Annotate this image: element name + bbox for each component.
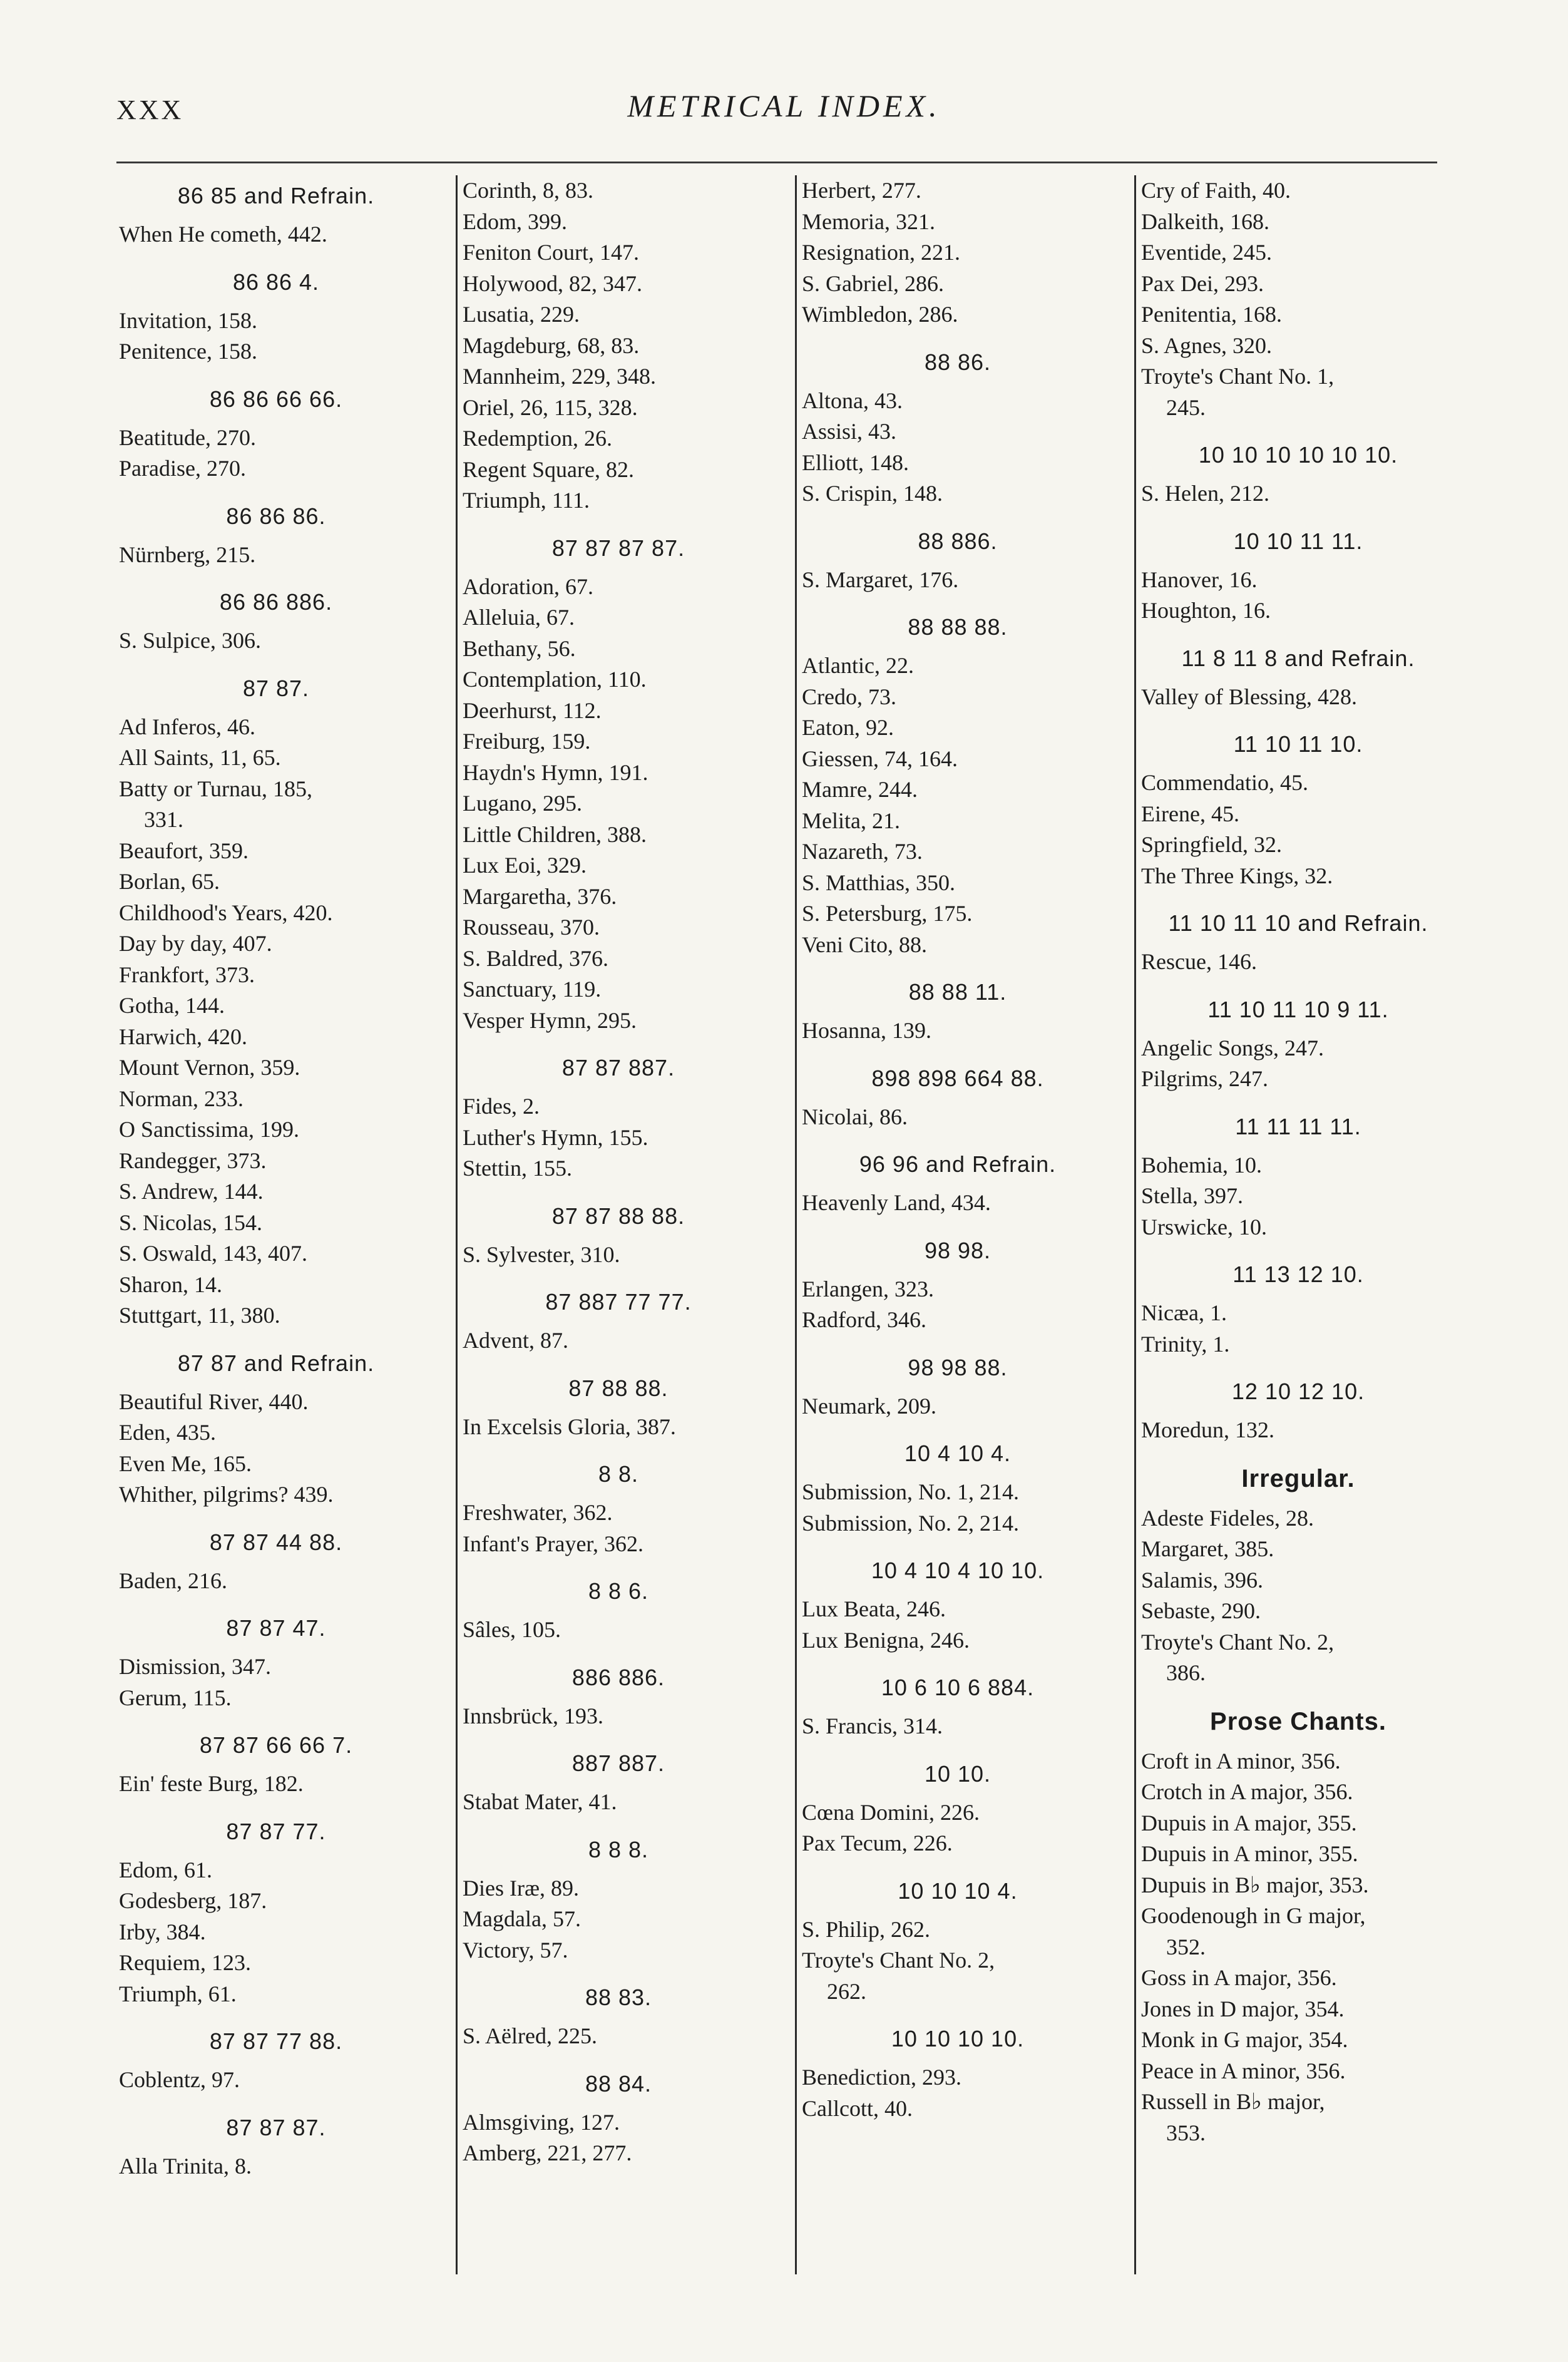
tune-entry: Paradise, 270. — [119, 456, 246, 481]
tune-entry: 331. — [144, 807, 183, 832]
tune-entry: When He cometh, 442. — [119, 222, 327, 247]
meter-heading: 887 887. — [571, 1750, 665, 1776]
meter-heading: 88 886. — [918, 528, 998, 554]
tune-entry: Margaretha, 376. — [463, 883, 617, 909]
tune-entry: Nicolai, 86. — [802, 1104, 908, 1129]
page-header — [0, 0, 1568, 150]
tune-entry: Childhood's Years, 420. — [119, 900, 333, 925]
tune-entry: Altona, 43. — [802, 388, 903, 413]
tune-entry: Submission, No. 1, 214. — [802, 1479, 1020, 1504]
tune-entry: Beautiful River, 440. — [119, 1389, 309, 1414]
tune-entry: Beatitude, 270. — [119, 424, 256, 450]
tune-entry: Almsgiving, 127. — [463, 2109, 620, 2135]
meter-heading: 11 8 11 8 and Refrain. — [1181, 645, 1415, 671]
tune-entry: Crotch in A major, 356. — [1141, 1779, 1353, 1804]
tune-entry: Nicæa, 1. — [1141, 1300, 1227, 1325]
tune-entry: Cry of Faith, 40. — [1141, 178, 1291, 203]
tune-entry: Goodenough in G major, — [1141, 1903, 1366, 1928]
tune-entry: Nürnberg, 215. — [119, 542, 256, 567]
tune-entry: Neumark, 209. — [802, 1393, 936, 1419]
meter-heading: 11 13 12 10. — [1232, 1261, 1364, 1287]
page-number: XXX — [116, 95, 184, 125]
meter-heading: 11 11 11 11. — [1235, 1113, 1361, 1139]
tune-entry: Valley of Blessing, 428. — [1141, 684, 1357, 709]
tune-entry: Triumph, 111. — [463, 488, 590, 513]
meter-heading: 886 886. — [571, 1664, 665, 1690]
header-rule — [116, 162, 1437, 163]
tune-entry: Requiem, 123. — [119, 1950, 251, 1975]
tune-entry: Cœna Domini, 226. — [802, 1799, 980, 1825]
meter-heading: 96 96 and Refrain. — [859, 1151, 1057, 1177]
tune-entry: Lugano, 295. — [463, 791, 582, 816]
tune-entry: 245. — [1166, 394, 1206, 420]
meter-heading: 8 8 8. — [588, 1836, 649, 1862]
meter-heading: 8 8. — [598, 1461, 639, 1487]
tune-entry: Sebaste, 290. — [1141, 1598, 1261, 1623]
meter-heading: Irregular. — [1241, 1464, 1355, 1492]
tune-entry: Goss in A major, 356. — [1141, 1965, 1337, 1990]
tune-entry: Jones in D major, 354. — [1141, 1996, 1345, 2021]
tune-entry: Vesper Hymn, 295. — [463, 1007, 637, 1033]
tune-entry: S. Sulpice, 306. — [119, 628, 262, 653]
tune-entry: Magdala, 57. — [463, 1906, 581, 1931]
tune-entry: Pilgrims, 247. — [1141, 1066, 1269, 1091]
tune-entry: Springfield, 32. — [1141, 832, 1282, 857]
tune-entry: Wimbledon, 286. — [802, 302, 958, 327]
tune-entry: Elliott, 148. — [802, 449, 909, 475]
tune-entry: Callcott, 40. — [802, 2095, 913, 2121]
tune-entry: O Sanctissima, 199. — [119, 1117, 299, 1142]
tune-entry: Sharon, 14. — [119, 1271, 222, 1297]
tune-entry: Dismission, 347. — [119, 1654, 272, 1679]
tune-entry: S. Agnes, 320. — [1141, 332, 1273, 358]
tune-entry: Sâles, 105. — [463, 1617, 561, 1642]
tune-entry: 262. — [827, 1978, 866, 2004]
tune-entry: Pax Tecum, 226. — [802, 1831, 953, 1856]
tune-entry: Coblentz, 97. — [119, 2067, 240, 2092]
meter-heading: 86 86 4. — [232, 269, 320, 295]
tune-entry: Eden, 435. — [119, 1420, 216, 1445]
tune-entry: S. Oswald, 143, 407. — [119, 1241, 308, 1266]
tune-entry: Adeste Fideles, 28. — [1141, 1505, 1314, 1531]
tune-entry: Adoration, 67. — [463, 573, 593, 599]
tune-entry: Atlantic, 22. — [802, 653, 914, 678]
tune-entry: S. Petersburg, 175. — [802, 901, 973, 926]
tune-entry: Troyte's Chant No. 2, — [1141, 1629, 1335, 1655]
tune-entry: Commendatio, 45. — [1141, 770, 1308, 795]
tune-entry: Mannheim, 229, 348. — [463, 364, 656, 389]
tune-entry: Penitence, 158. — [119, 339, 257, 364]
meter-heading: 898 898 664 88. — [871, 1065, 1044, 1091]
meter-heading: 87 87 and Refrain. — [177, 1350, 375, 1376]
tune-entry: Eventide, 245. — [1141, 240, 1272, 265]
index-column-4 — [1134, 175, 1455, 2274]
tune-entry: Deerhurst, 112. — [463, 697, 602, 723]
meter-heading: 87 87 44 88. — [209, 1529, 343, 1555]
tune-entry: Lux Benigna, 246. — [802, 1627, 970, 1653]
meter-heading: 87 87 77 88. — [209, 2028, 343, 2054]
tune-entry: Invitation, 158. — [119, 307, 257, 333]
meter-heading: 87 87 47. — [226, 1615, 326, 1641]
tune-entry: Edom, 61. — [119, 1857, 212, 1882]
tune-entry: Ein' feste Burg, 182. — [119, 1771, 304, 1796]
tune-entry: Alla Trinita, 8. — [119, 2153, 252, 2179]
tune-entry: Peace in A minor, 356. — [1141, 2058, 1346, 2083]
tune-entry: Resignation, 221. — [802, 240, 960, 265]
tune-entry: Lusatia, 229. — [463, 302, 580, 327]
meter-heading: Prose Chants. — [1210, 1707, 1386, 1735]
tune-entry: Harwich, 420. — [119, 1024, 247, 1049]
meter-heading: 87 87 66 66 7. — [199, 1732, 353, 1758]
tune-entry: Hanover, 16. — [1141, 567, 1258, 592]
tune-entry: Even Me, 165. — [119, 1451, 252, 1476]
tune-entry: Lux Beata, 246. — [802, 1596, 946, 1621]
meter-heading: 86 86 86. — [226, 503, 326, 529]
tune-entry: Little Children, 388. — [463, 821, 647, 847]
meter-heading: 87 87 77. — [226, 1818, 326, 1844]
tune-entry: Dupuis in A major, 355. — [1141, 1810, 1357, 1836]
meter-heading: 10 10. — [924, 1760, 992, 1787]
index-column-3 — [795, 175, 1114, 2274]
tune-entry: Bethany, 56. — [463, 635, 576, 661]
tune-entry: Innsbrück, 193. — [463, 1703, 603, 1728]
tune-entry: Penitentia, 168. — [1141, 302, 1282, 327]
tune-entry: Melita, 21. — [802, 808, 900, 833]
tune-entry: Corinth, 8, 83. — [463, 178, 594, 203]
tune-entry: Alleluia, 67. — [463, 605, 575, 630]
tune-entry: Angelic Songs, 247. — [1141, 1035, 1324, 1060]
tune-entry: Memoria, 321. — [802, 208, 935, 234]
tune-entry: Stuttgart, 11, 380. — [119, 1303, 280, 1328]
meter-heading: 98 98. — [924, 1237, 992, 1263]
tune-entry: Victory, 57. — [463, 1937, 568, 1963]
meter-heading: 10 10 10 10. — [891, 2026, 1025, 2051]
tune-entry: S. Aëlred, 225. — [463, 2023, 597, 2048]
tune-entry: Salamis, 396. — [1141, 1567, 1263, 1593]
tune-entry: Bohemia, 10. — [1141, 1152, 1262, 1178]
tune-entry: Mamre, 244. — [802, 777, 918, 802]
meter-heading: 10 10 10 10 10 10. — [1198, 442, 1398, 468]
tune-entry: Nazareth, 73. — [802, 839, 923, 864]
tune-entry: Assisi, 43. — [802, 419, 897, 444]
tune-entry: Edom, 399. — [463, 208, 567, 234]
tune-entry: Day by day, 407. — [119, 931, 272, 956]
tune-entry: Dies Iræ, 89. — [463, 1875, 579, 1901]
tune-entry: Sanctuary, 119. — [463, 977, 602, 1002]
meter-heading: 86 86 886. — [219, 589, 333, 615]
meter-heading: 10 4 10 4 10 10. — [871, 1558, 1045, 1583]
tune-entry: Norman, 233. — [119, 1086, 243, 1111]
tune-entry: Randegger, 373. — [119, 1148, 267, 1173]
page-title: METRICAL INDEX. — [627, 88, 941, 123]
tune-entry: Giessen, 74, 164. — [802, 746, 958, 771]
tune-entry: S. Francis, 314. — [802, 1713, 943, 1738]
tune-entry: 386. — [1166, 1660, 1206, 1685]
tune-entry: S. Margaret, 176. — [802, 567, 959, 592]
tune-entry: Frankfort, 373. — [119, 962, 255, 987]
tune-entry: Radford, 346. — [802, 1307, 926, 1332]
meter-heading: 87 87 87. — [226, 2114, 326, 2140]
meter-heading: 10 10 10 4. — [898, 1877, 1018, 1904]
tune-entry: Haydn's Hymn, 191. — [463, 759, 648, 785]
tune-entry: Troyte's Chant No. 1, — [1141, 364, 1335, 389]
tune-entry: Submission, No. 2, 214. — [802, 1510, 1020, 1536]
tune-entry: Urswicke, 10. — [1141, 1214, 1267, 1240]
meter-heading: 98 98 88. — [908, 1354, 1008, 1380]
tune-entry: S. Matthias, 350. — [802, 870, 956, 895]
tune-entry: Freiburg, 159. — [463, 729, 591, 754]
tune-entry: Oriel, 26, 115, 328. — [463, 394, 638, 420]
index-column-2 — [456, 175, 774, 2274]
tune-entry: Erlangen, 323. — [802, 1276, 934, 1302]
tune-entry: S. Andrew, 144. — [119, 1179, 264, 1204]
tune-entry: Stella, 397. — [1141, 1183, 1243, 1208]
tune-entry: Eirene, 45. — [1141, 801, 1239, 826]
tune-entry: Holywood, 82, 347. — [463, 270, 642, 296]
tune-entry: Fides, 2. — [463, 1094, 540, 1119]
meter-heading: 87 87. — [242, 675, 310, 701]
tune-entry: Batty or Turnau, 185, — [119, 776, 313, 801]
tune-entry: In Excelsis Gloria, 387. — [463, 1414, 676, 1439]
tune-entry: Stabat Mater, 41. — [463, 1789, 617, 1814]
tune-entry: Gotha, 144. — [119, 993, 225, 1018]
tune-entry: Dupuis in B♭ major, 353. — [1141, 1872, 1369, 1897]
tune-entry: Stettin, 155. — [463, 1156, 573, 1181]
tune-entry: Eaton, 92. — [802, 715, 894, 740]
tune-entry: Monk in G major, 354. — [1141, 2027, 1348, 2052]
tune-entry: Baden, 216. — [119, 1568, 227, 1593]
tune-entry: S. Philip, 262. — [802, 1916, 931, 1942]
tune-entry: Credo, 73. — [802, 684, 896, 709]
tune-entry: Feniton Court, 147. — [463, 240, 640, 265]
tune-entry: Borlan, 65. — [119, 869, 220, 894]
tune-entry: Troyte's Chant No. 2, — [802, 1948, 995, 1973]
tune-entry: Amberg, 221, 277. — [463, 2140, 632, 2165]
tune-entry: 353. — [1166, 2120, 1206, 2145]
tune-entry: Irby, 384. — [119, 1919, 206, 1944]
meter-heading: 86 86 66 66. — [209, 386, 343, 412]
meter-heading: 88 88 88. — [908, 614, 1008, 640]
tune-entry: S. Nicolas, 154. — [119, 1209, 262, 1235]
tune-entry: Rousseau, 370. — [463, 915, 600, 940]
tune-entry: Ad Inferos, 46. — [119, 714, 255, 739]
tune-entry: Luther's Hymn, 155. — [463, 1124, 648, 1150]
tune-entry: Godesberg, 187. — [119, 1888, 267, 1913]
tune-entry: S. Crispin, 148. — [802, 481, 943, 506]
meter-heading: 12 10 12 10. — [1231, 1379, 1365, 1404]
tune-entry: Mount Vernon, 359. — [119, 1055, 300, 1080]
meter-heading: 10 4 10 4. — [904, 1440, 1012, 1466]
tune-entry: Triumph, 61. — [119, 1981, 237, 2006]
tune-entry: Whither, pilgrims? 439. — [119, 1482, 334, 1507]
tune-entry: Dupuis in A minor, 355. — [1141, 1841, 1358, 1866]
tune-entry: S. Helen, 212. — [1141, 481, 1269, 506]
tune-entry: All Saints, 11, 65. — [119, 745, 281, 770]
meter-heading: 88 84. — [585, 2070, 652, 2097]
meter-heading: 8 8 6. — [588, 1578, 649, 1604]
tune-entry: Regent Square, 82. — [463, 456, 634, 482]
meter-heading: 87 887 77 77. — [545, 1289, 692, 1315]
meter-heading: 86 85 and Refrain. — [177, 183, 375, 208]
tune-entry: Pax Dei, 293. — [1141, 270, 1264, 296]
meter-heading: 87 87 87 87. — [551, 535, 685, 561]
tune-entry: Gerum, 115. — [119, 1685, 232, 1710]
meter-heading: 10 6 10 6 884. — [881, 1675, 1035, 1700]
meter-heading: 87 87 88 88. — [551, 1203, 685, 1229]
tune-entry: Rescue, 146. — [1141, 949, 1257, 974]
tune-entry: S. Gabriel, 286. — [802, 270, 944, 296]
tune-entry: Magdeburg, 68, 83. — [463, 332, 640, 358]
tune-entry: Dalkeith, 168. — [1141, 208, 1269, 234]
tune-entry: Contemplation, 110. — [463, 667, 647, 692]
tune-entry: Advent, 87. — [463, 1328, 568, 1353]
meter-heading: 87 88 88. — [568, 1375, 669, 1401]
tune-entry: Houghton, 16. — [1141, 598, 1271, 623]
tune-entry: Benediction, 293. — [802, 2065, 961, 2090]
meter-heading: 11 10 11 10 9 11. — [1207, 996, 1389, 1022]
meter-heading: 87 87 887. — [561, 1055, 675, 1081]
tune-entry: Margaret, 385. — [1141, 1536, 1274, 1561]
index-column-1 — [116, 175, 433, 2274]
tune-entry: Herbert, 277. — [802, 178, 921, 203]
meter-heading: 88 88 11. — [908, 979, 1007, 1005]
tune-entry: 352. — [1166, 1934, 1206, 1959]
tune-entry: Heavenly Land, 434. — [802, 1190, 991, 1215]
tune-entry: Trinity, 1. — [1141, 1331, 1230, 1357]
tune-entry: Veni Cito, 88. — [802, 932, 928, 957]
tune-entry: Croft in A minor, 356. — [1141, 1748, 1341, 1774]
tune-entry: S. Baldred, 376. — [463, 945, 608, 971]
tune-entry: Beaufort, 359. — [119, 838, 249, 863]
meter-heading: 88 83. — [585, 1985, 652, 2010]
meter-heading: 10 10 11 11. — [1233, 528, 1363, 554]
meter-heading: 11 10 11 10 and Refrain. — [1168, 910, 1428, 936]
tune-entry: Russell in B♭ major, — [1141, 2089, 1325, 2114]
tune-entry: Freshwater, 362. — [463, 1500, 613, 1525]
tune-entry: Hosanna, 139. — [802, 1018, 931, 1043]
tune-entry: The Three Kings, 32. — [1141, 863, 1333, 888]
tune-entry: Moredun, 132. — [1141, 1417, 1274, 1442]
meter-heading: 88 86. — [924, 349, 992, 375]
meter-heading: 11 10 11 10. — [1233, 731, 1363, 757]
tune-entry: Lux Eoi, 329. — [463, 853, 587, 878]
tune-entry: S. Sylvester, 310. — [463, 1241, 620, 1267]
tune-entry: Redemption, 26. — [463, 426, 612, 451]
tune-entry: Infant's Prayer, 362. — [463, 1531, 643, 1556]
